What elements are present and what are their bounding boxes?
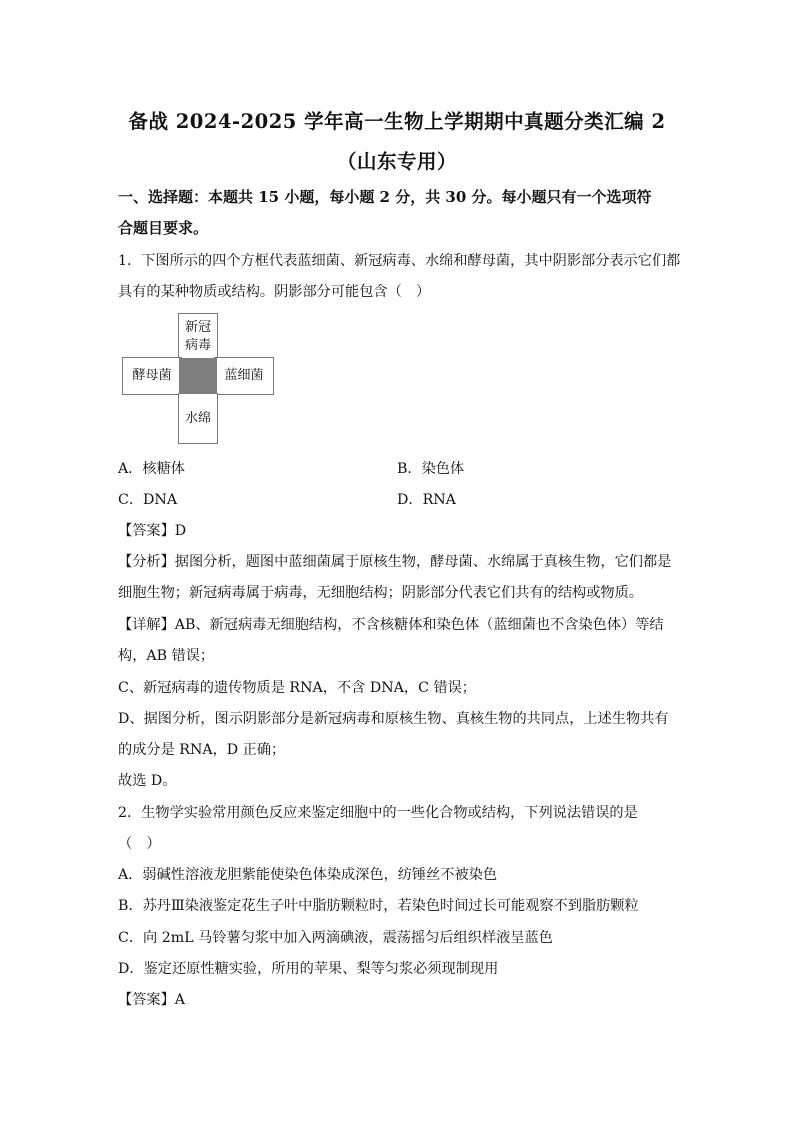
q1-option-a: A．核糖体 bbox=[118, 461, 185, 477]
q1-answer: 【答案】D bbox=[118, 523, 187, 539]
q1-detail: 【详解】AB、新冠病毒无细胞结构，不含核糖体和染色体（蓝细菌也不含染色体）等结 bbox=[118, 617, 664, 633]
q1-detail-cont: 构，AB 错误； bbox=[118, 648, 215, 664]
q1-analysis-cont: 细胞生物；新冠病毒属于病毒，无细胞结构；阴影部分代表它们共有的结构或物质。 bbox=[118, 585, 643, 601]
q1-detail-d: D、据图分析，图示阴影部分是新冠病毒和原核生物、真核生物的共同点，上述生物共有 bbox=[118, 711, 669, 727]
document-subtitle: （山东专用） bbox=[336, 150, 457, 173]
q2-stem: 2．生物学实验常用颜色反应来鉴定细胞中的一些化合物或结构，下列说法错误的是 bbox=[118, 805, 638, 821]
q1-conclusion: 故选 D。 bbox=[118, 773, 177, 789]
q2-answer: 【答案】A bbox=[118, 992, 185, 1008]
q1-analysis: 【分析】据图分析，题图中蓝细菌属于原核生物，酵母菌、水绵属于真核生物，它们都是 bbox=[118, 554, 672, 570]
document-title: 备战 2024-2025 学年高一生物上学期期中真题分类汇编 2 bbox=[128, 110, 666, 133]
q1-option-b: B．染色体 bbox=[397, 461, 465, 477]
q1-option-c: C．DNA bbox=[118, 492, 178, 508]
box-spirogyra: 水绵 bbox=[178, 393, 218, 444]
q2-stem-cont: （ ） bbox=[118, 836, 161, 852]
section-heading: 一、选择题：本题共 15 小题，每小题 2 分，共 30 分。每小题只有一个选项符 bbox=[118, 188, 652, 206]
q2-option-d: D．鉴定还原性糖实验，所用的苹果、梨等匀浆必须现制现用 bbox=[118, 961, 499, 977]
q1-stem: 1．下图所示的四个方框代表蓝细菌、新冠病毒、水绵和酵母菌，其中阴影部分表示它们都 bbox=[118, 253, 681, 269]
box-cyanobacteria: 蓝细菌 bbox=[214, 357, 274, 395]
q1-detail-c: C、新冠病毒的遗传物质是 RNA，不含 DNA，C 错误； bbox=[118, 680, 476, 696]
shaded-overlap bbox=[179, 358, 217, 394]
q2-option-b: B．苏丹Ⅲ染液鉴定花生子叶中脂肪颗粒时，若染色时间过长可能观察不到脂肪颗粒 bbox=[118, 898, 639, 914]
box-new-coronavirus: 新冠 病毒 bbox=[178, 313, 218, 360]
box-yeast: 酵母菌 bbox=[122, 357, 182, 395]
q2-option-c: C．向 2mL 马铃薯匀浆中加入两滴碘液，震荡摇匀后组织样液呈蓝色 bbox=[118, 930, 553, 946]
q2-option-a: A．弱碱性溶液龙胆紫能使染色体染成深色，纺锤丝不被染色 bbox=[118, 867, 498, 883]
q1-detail-d-cont: 的成分是 RNA，D 正确； bbox=[118, 742, 286, 758]
q1-option-d: D．RNA bbox=[397, 492, 456, 508]
section-heading-cont: 合题目要求。 bbox=[118, 219, 209, 237]
q1-stem-cont: 具有的某种物质或结构。阴影部分可能包含（ ） bbox=[118, 284, 431, 300]
venn-cross-diagram bbox=[122, 313, 274, 444]
